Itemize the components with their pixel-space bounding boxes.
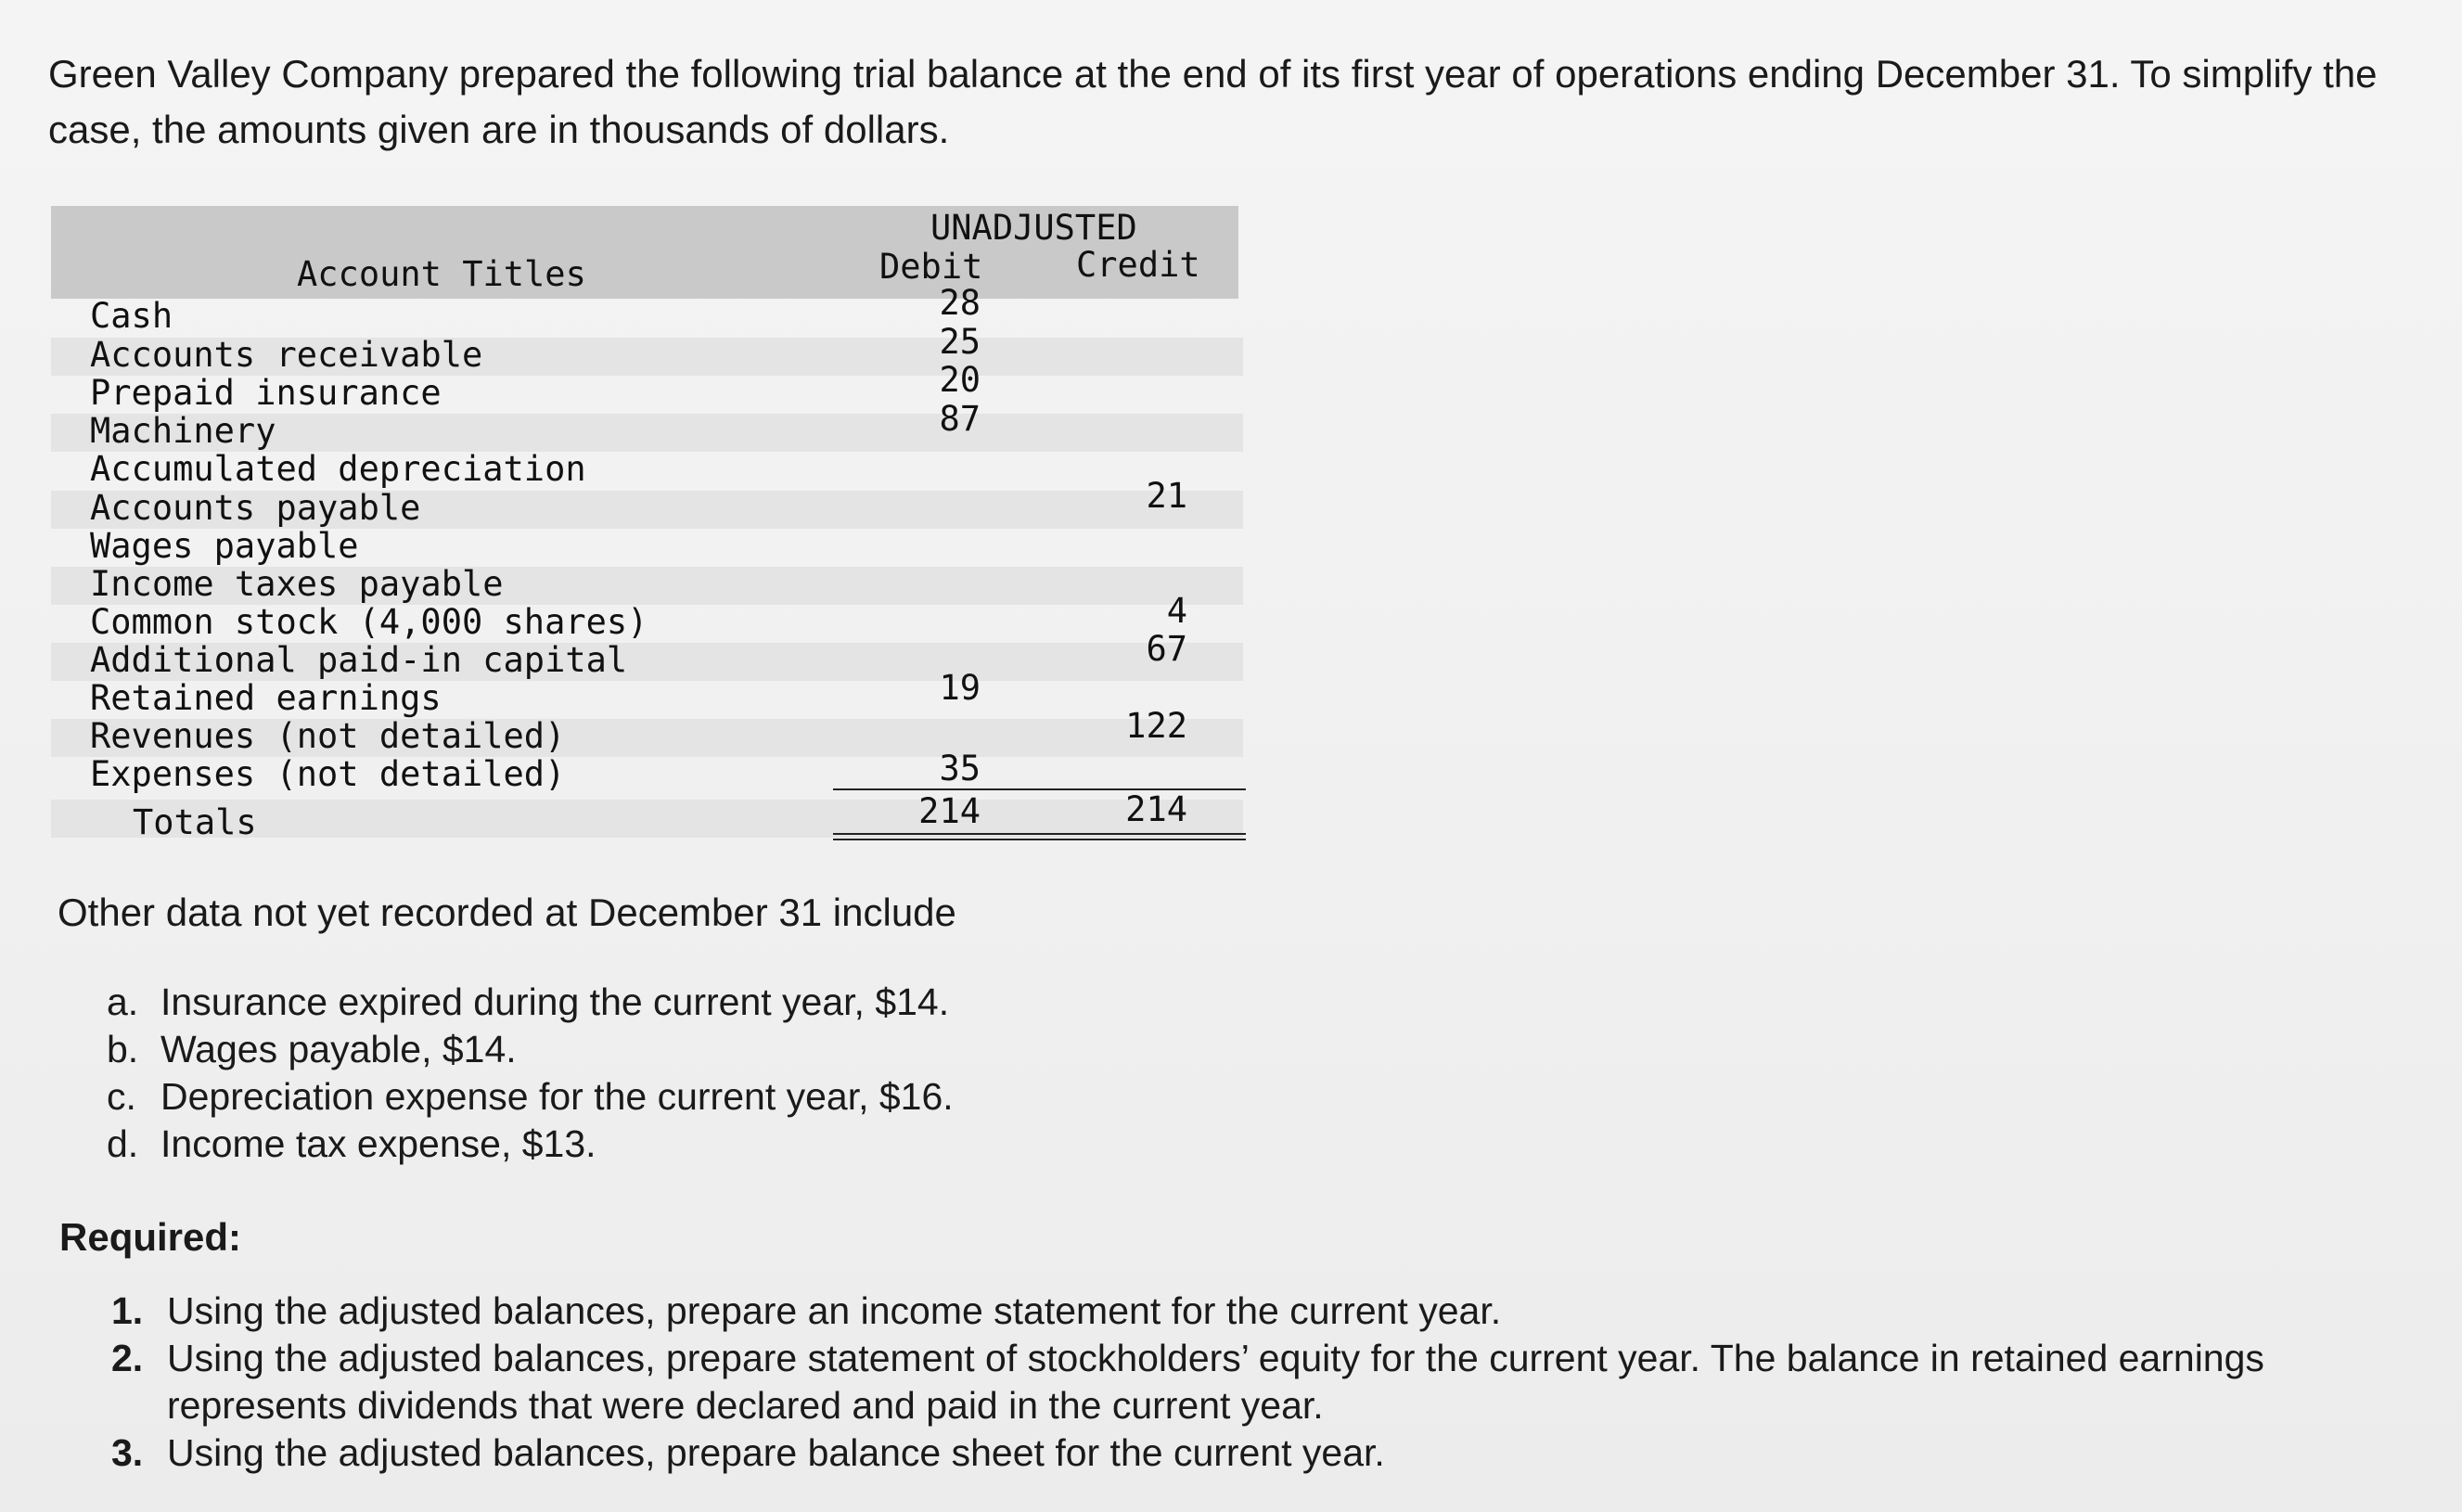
item-marker: c.	[107, 1075, 136, 1118]
list-item	[107, 1121, 954, 1168]
item-marker: d.	[107, 1122, 139, 1165]
totals-label: Totals	[133, 802, 257, 842]
credit-amount: 67	[1146, 629, 1187, 669]
account-title: Wages payable	[90, 526, 359, 566]
adjustments-list	[107, 979, 954, 1168]
list-item	[111, 1429, 2449, 1477]
credit-amount: 21	[1146, 476, 1187, 516]
item-marker: a.	[107, 980, 139, 1023]
intro-paragraph: Green Valley Company prepared the following trial balance at the end of its first year of operations ending December 31. To simplify the case, the amounts given are in thousands of dollars.	[48, 52, 2378, 151]
trial-balance-table	[51, 206, 1248, 855]
account-title: Accumulated depreciation	[90, 449, 586, 489]
list-item	[111, 1335, 2449, 1429]
total-double-rule-1	[833, 833, 1246, 835]
item-text: Using the adjusted balances, prepare an income statement for the current year.	[167, 1289, 1502, 1332]
item-text: Insurance expired during the current year, $14.	[160, 980, 950, 1023]
account-title: Accounts payable	[90, 488, 421, 528]
item-number: 1.	[111, 1289, 144, 1332]
total-double-rule-2	[833, 839, 1246, 840]
item-number: 3.	[111, 1431, 144, 1474]
totals-credit: 214	[1125, 789, 1187, 829]
debit-amount: 87	[939, 399, 981, 439]
account-title: Accounts receivable	[90, 335, 483, 375]
account-title: Income taxes payable	[90, 564, 504, 604]
list-item	[107, 979, 954, 1026]
list-item	[107, 1073, 954, 1121]
account-title: Retained earnings	[90, 678, 442, 718]
credit-amount: 122	[1125, 706, 1187, 746]
item-text: Using the adjusted balances, prepare balance sheet for the current year.	[167, 1431, 1385, 1474]
required-heading: Required:	[59, 1215, 242, 1259]
debit-amount: 35	[939, 749, 981, 788]
item-text: Wages payable, $14.	[160, 1028, 517, 1070]
account-title: Expenses (not detailed)	[90, 754, 566, 794]
account-title: Cash	[90, 296, 173, 336]
header-debit: Debit	[879, 247, 983, 287]
requirements-list	[111, 1288, 2449, 1477]
debit-amount: 19	[939, 668, 981, 708]
header-account-titles: Account Titles	[297, 254, 586, 294]
account-title: Common stock (4,000 shares)	[90, 602, 648, 642]
item-text: Depreciation expense for the current year, $16.	[160, 1075, 954, 1118]
totals-debit: 214	[918, 791, 981, 831]
account-title: Additional paid-in capital	[90, 640, 628, 680]
header-credit: Credit	[1076, 245, 1200, 285]
account-title: Revenues (not detailed)	[90, 716, 566, 756]
credit-amount: 4	[1166, 591, 1187, 631]
item-number: 2.	[111, 1337, 144, 1379]
list-item	[111, 1288, 2449, 1335]
item-text: Using the adjusted balances, prepare statement of stockholders’ equity for the current year. The balance in retained earnings represents dividends that were declared and paid in the current year.	[167, 1337, 2264, 1427]
debit-amount: 28	[939, 283, 981, 323]
list-item	[107, 1026, 954, 1073]
debit-amount: 25	[939, 322, 981, 362]
other-data-heading: Other data not yet recorded at December 31 include	[58, 891, 956, 934]
debit-amount: 20	[939, 360, 981, 400]
header-unadjusted: UNADJUSTED	[930, 208, 1137, 248]
item-text: Income tax expense, $13.	[160, 1122, 596, 1165]
account-title: Prepaid insurance	[90, 373, 442, 413]
item-marker: b.	[107, 1028, 139, 1070]
account-title: Machinery	[90, 411, 276, 451]
